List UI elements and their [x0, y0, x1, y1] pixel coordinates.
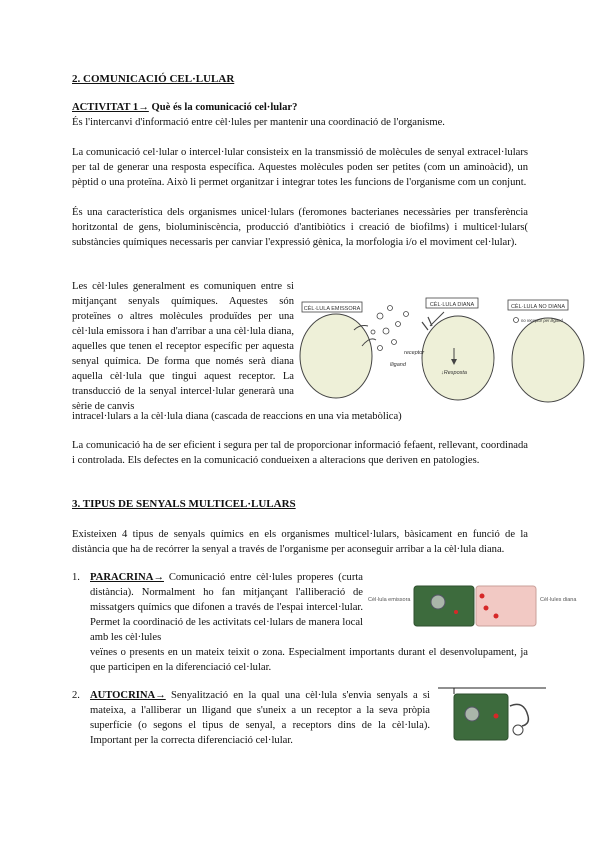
autocrina-text — [90, 688, 430, 748]
ligand-dots — [371, 306, 409, 351]
response-label: ↓Resposta — [441, 370, 467, 376]
target-label: CÈL·LULA DIANA — [429, 302, 475, 308]
emissor-label: CÈL·LULA EMISSORA — [303, 306, 361, 312]
emitter-nucleus — [431, 595, 445, 609]
no-receptor-label: no receptor per lligand — [521, 318, 563, 323]
definition-paragraph: És l'intercanvi d'informació entre cèl·lules per mantenir una coordinació de l'organisme. — [72, 117, 445, 128]
section-3-intro: Existeixen 4 tipus de senyals químics en els organismes multicel·lulars, bàsicament en funció de la distància que ha de recórrer la senyal a través de l'organisme per aconseguir arribar a la cèl·lula diana. — [72, 529, 528, 555]
paracrina-term: PARACRINA→ — [90, 572, 164, 583]
paracrina-text — [90, 570, 363, 645]
cell-signaling-diagram — [298, 296, 590, 408]
autocrina-term: AUTOCRINA→ — [90, 690, 166, 701]
activity-1-label: ACTIVITAT 1→ — [72, 102, 149, 113]
receptor-label: receptor — [404, 350, 425, 356]
activity-1-question: Què és la comunicació cel·lular? — [148, 102, 298, 113]
target-cell-body — [422, 316, 494, 400]
chemical-signals-paragraph-end: intracel·lulars a la cèl·lula diana (cascada de reaccions en una via metabòlica) — [72, 411, 402, 422]
ligand-circle — [513, 725, 523, 735]
section-2-heading: 2. COMUNICACIÓ CEL·LULAR — [72, 73, 235, 85]
list-item-autocrina — [72, 688, 430, 748]
cell-communication-paragraph: La comunicació cel·lular o intercel·lular consisteix en la transmissió de molècules de senyal extracel·lulars per tal de generar una resposta específica. Aquestes molècules poden ser petites (com un aminoàcid), un pèptid o una proteïna. Això li permet organitzar i integrar totes les funcions de l'organisme com un conjunt. — [72, 147, 528, 188]
paracrine-target-label: Cèl·lules diana — [540, 597, 577, 603]
signal-dot — [494, 714, 499, 719]
target-cell — [404, 298, 494, 400]
autocrine-cell-body — [454, 694, 508, 740]
chemical-signals-paragraph: Les cèl·lules generalment es comuniquen entre si mitjançant senyals químiques. Aquestes són proteïnes o altres molècules produïdes per una cèl·lula emissora i han d'arribar a una cèl·lula diana, aquelles que tenen el receptor específic per aquesta senyal química. De forma que només serà diana aquella cèl·lula que tingui aquest receptor. La transducció de la senyal intercel·lular generarà una sèrie de canvis — [72, 281, 294, 412]
paracrina-description: Comunicació entre cèl·lules properes (curta distància). Normalment ho fan mitjançant l'alliberació de missatgers químics que difonen a través de l'espai intercel·lular. Permet la coordinació de les activitats cel·lulars de manera local amb les cèl·lules — [90, 572, 363, 643]
autocrine-diagram — [438, 686, 546, 744]
section-3-heading: 3. TIPUS DE SENYALS MULTICEL·LULARS — [72, 498, 296, 510]
paracrina-text-tail: veïnes o presents en un mateix teixit o zona. Especialment importants durant el desenvolupament, ja que participen en la diferenciació cel·lular. — [90, 647, 528, 673]
autocrine-loop-arrow — [510, 704, 528, 726]
emissor-cell-body — [300, 314, 372, 398]
receptor-shape — [422, 317, 432, 330]
ligand-label: lligand — [390, 362, 406, 368]
activity-1-title — [72, 100, 528, 115]
autocrina-description: Senyalització en la qual una cèl·lula s'envia senyals a si mateixa, a l'alliberar un lligand que s'uneix a un receptor a la seva pròpia superfície (o segons el tipus de senyal, a receptors dins de la cèl·lula). Important per la correcta diferenciació cel·lular. — [90, 690, 430, 746]
non-target-cell-body — [512, 318, 584, 402]
organisms-paragraph: És una característica dels organismes unicel·lulars (feromones bacterianes necessàries per transferència horitzontal de gens, bioluminiscència, producció d'antibiòtics i creació de biofilms) i multicel·lulars( substàncies químiques necessaris per canviar l'expressió gènica, la morfologia i/o el moviment cel·lular). — [72, 207, 528, 248]
signal-dot — [494, 614, 499, 619]
signal-dot — [484, 606, 489, 611]
list-number: 2. — [72, 690, 80, 701]
non-target-label: CÈL·LULA NO DIANA — [510, 304, 566, 310]
signal-dot — [480, 594, 485, 599]
paracrine-diagram — [368, 582, 577, 630]
non-target-cell — [508, 300, 584, 402]
paracrine-emissor-label: Cèl·lula emissora — [368, 597, 411, 603]
autocrine-nucleus — [465, 707, 479, 721]
list-number: 1. — [72, 572, 80, 583]
efficiency-paragraph: La comunicació ha de ser eficient i segura per tal de proporcionar informació fefaent, rellevant, coordinada i controlada. Els defectes en la comunicació condueixen a alteracions que deriven en patologies. — [72, 440, 528, 466]
emissor-cell — [300, 302, 372, 398]
